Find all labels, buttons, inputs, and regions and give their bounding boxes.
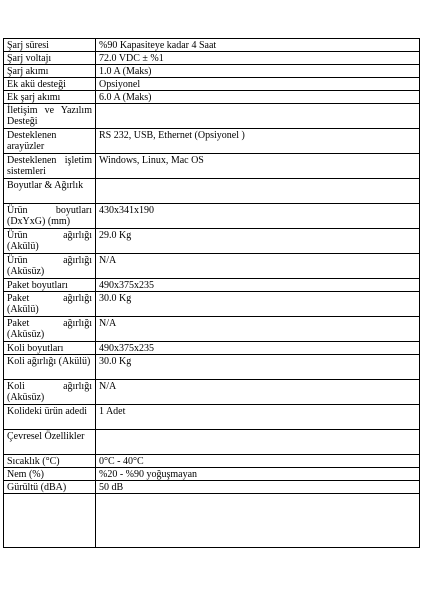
table-row-empty (4, 494, 420, 548)
table-row (4, 78, 420, 91)
spec-value: 490x375x235 (96, 279, 420, 292)
spec-key: Nem (%) (4, 468, 96, 481)
spec-value: N/A (96, 380, 420, 405)
section-heading: Boyutlar & Ağırlık (4, 179, 96, 204)
section-heading: Çevresel Özellikler (4, 430, 96, 455)
spec-key: Koli ağırlığı (Aküsüz) (4, 380, 96, 405)
spec-key: Şarj voltajı (4, 52, 96, 65)
spec-value: N/A (96, 317, 420, 342)
spec-value: 6.0 A (Maks) (96, 91, 420, 104)
spec-key: Desteklenen işletim sistemleri (4, 154, 96, 179)
spec-key: Ürün ağırlığı (Akülü) (4, 229, 96, 254)
table-row (4, 380, 420, 405)
section-heading: İletişim ve Yazılım Desteği (4, 104, 96, 129)
spec-value: 72.0 VDC ± %1 (96, 52, 420, 65)
table-row (4, 65, 420, 78)
table-row (4, 204, 420, 229)
table-row (4, 39, 420, 52)
spec-key: Paket ağırlığı (Aküsüz) (4, 317, 96, 342)
spec-key: Şarj akımı (4, 65, 96, 78)
spec-value: 1 Adet (96, 405, 420, 430)
spec-key: Koli boyutları (4, 342, 96, 355)
table-row (4, 468, 420, 481)
table-row (4, 455, 420, 468)
spec-key: Paket boyutları (4, 279, 96, 292)
table-row (4, 229, 420, 254)
table-row (4, 254, 420, 279)
table-row (4, 355, 420, 380)
spec-value: 50 dB (96, 481, 420, 494)
spec-value: 430x341x190 (96, 204, 420, 229)
table-row (4, 342, 420, 355)
table-row (4, 129, 420, 154)
spec-key: Ek akü desteği (4, 78, 96, 91)
spec-key: Sıcaklık (°C) (4, 455, 96, 468)
spec-value: 30.0 Kg (96, 355, 420, 380)
spec-value (96, 430, 420, 455)
spec-value: %90 Kapasiteye kadar 4 Saat (96, 39, 420, 52)
spec-table (3, 38, 420, 548)
spec-key: Ek şarj akımı (4, 91, 96, 104)
table-row (4, 279, 420, 292)
table-row (4, 154, 420, 179)
spec-value: 1.0 A (Maks) (96, 65, 420, 78)
spec-value: 490x375x235 (96, 342, 420, 355)
spec-key: Ürün boyutları (DxYxG) (mm) (4, 204, 96, 229)
spec-key: Desteklenen arayüzler (4, 129, 96, 154)
spec-value: Windows, Linux, Mac OS (96, 154, 420, 179)
spec-value: 0°C - 40°C (96, 455, 420, 468)
spec-value: 30.0 Kg (96, 292, 420, 317)
spec-value: %20 - %90 yoğuşmayan (96, 468, 420, 481)
section-row (4, 430, 420, 455)
spec-value: RS 232, USB, Ethernet (Opsiyonel ) (96, 129, 420, 154)
spec-key: Kolideki ürün adedi (4, 405, 96, 430)
table-row (4, 405, 420, 430)
spec-key: Gürültü (dBA) (4, 481, 96, 494)
table-row (4, 292, 420, 317)
spec-key: Şarj süresi (4, 39, 96, 52)
spec-key: Paket ağırlığı (Akülü) (4, 292, 96, 317)
table-row (4, 481, 420, 494)
spec-value: N/A (96, 254, 420, 279)
section-row (4, 104, 420, 129)
section-row (4, 179, 420, 204)
spec-value (96, 104, 420, 129)
spec-value: 29.0 Kg (96, 229, 420, 254)
spec-value: Opsiyonel (96, 78, 420, 91)
spec-value (96, 179, 420, 204)
spec-key: Koli ağırlığı (Akülü) (4, 355, 96, 380)
spec-key: Ürün ağırlığı (Aküsüz) (4, 254, 96, 279)
table-row (4, 317, 420, 342)
spec-value (96, 494, 420, 548)
table-row (4, 91, 420, 104)
table-row (4, 52, 420, 65)
spec-key (4, 494, 96, 548)
